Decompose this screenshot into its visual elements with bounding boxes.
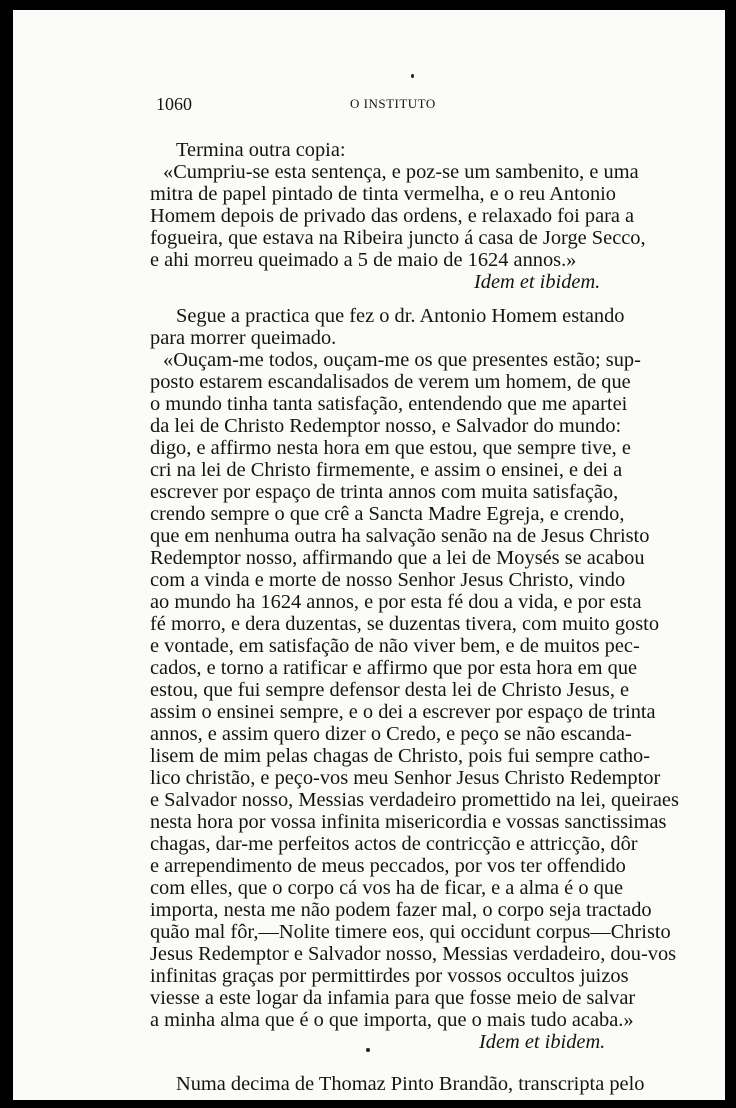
text-line: assim o ensinei sempre, e o dei a escrever por espaço de trinta — [150, 701, 656, 723]
text-line: a minha alma que é o que importa, que o mais tudo acaba.» — [150, 1009, 634, 1031]
text-line: Jesus Redemptor e Salvador nosso, Messias verdadeiro, dou-vos — [150, 943, 677, 965]
text-line: chagas, dar-me perfeitos actos de contricção e attricção, dôr — [150, 833, 638, 855]
citation: Idem et ibidem. — [479, 1031, 606, 1053]
text-line: ao mundo ha 1624 annos, e por esta fé dou a vida, e por esta — [150, 591, 642, 613]
text-line: viesse a este logar da infamia para que fosse meio de salvar — [150, 987, 636, 1009]
text-line: lisem de mim pelas chagas de Christo, pois fui sempre catho- — [150, 745, 651, 767]
text-line: lico christão, e peço-vos meu Senhor Jesus Christo Redemptor — [150, 767, 661, 789]
text-line: e ahi morreu queimado a 5 de maio de 1624 annos.» — [150, 249, 577, 271]
text-line: para morrer queimado. — [150, 327, 337, 349]
text-line: estou, que fui sempre defensor desta lei de Christo Jesus, e — [150, 679, 630, 701]
text-line: que em nenhuma outra ha salvação senão na de Jesus Christo — [150, 525, 650, 547]
text-line: infinitas graças por permittirdes por vossos occultos juizos — [150, 965, 629, 987]
text-line: «Cumpriu-se esta sentença, e poz-se um sambenito, e uma — [163, 161, 639, 183]
ink-speck — [411, 74, 414, 78]
text-line: digo, e affirmo nesta hora em que estou, que sempre tive, e — [150, 437, 631, 459]
text-line: importa, nesta me não podem fazer mal, o corpo seja tractado — [150, 899, 652, 921]
text-line: annos, e assim quero dizer o Credo, e peço se não escanda- — [150, 723, 632, 745]
text-line: «Ouçam-me todos, ouçam-me os que presentes estão; sup- — [163, 349, 641, 371]
running-title: O INSTITUTO — [350, 96, 436, 111]
text-line: e Salvador nosso, Messias verdadeiro promettido na lei, queiraes — [150, 789, 679, 811]
text-line: cados, e torno a ratificar e affirmo que por esta hora em que — [150, 657, 638, 679]
text-line: Segue a practica que fez o dr. Antonio Homem estando — [176, 305, 625, 327]
text-line: Homem depois de privado das ordens, e relaxado foi para a — [150, 205, 635, 227]
text-line: com elles, que o corpo cá vos ha de ficar, e a alma é o que — [150, 877, 624, 899]
text-line: com a vinda e morte de nosso Senhor Jesus Christo, vindo — [150, 569, 626, 591]
text-line: e vontade, em satisfação de não viver bem, e de muitos pec- — [150, 635, 640, 657]
text-line: cri na lei de Christo firmemente, e assim o ensinei, e dei a — [150, 459, 623, 481]
text-line: da lei de Christo Redemptor nosso, e Salvador do mundo: — [150, 415, 622, 437]
text-line: e arrependimento de meus peccados, por vos ter offendido — [150, 855, 626, 877]
ink-speck — [366, 1048, 370, 1052]
text-line: fogueira, que estava na Ribeira juncto á casa de Jorge Secco, — [150, 227, 646, 249]
book-page — [13, 10, 725, 1100]
text-line: mitra de papel pintado de tinta vermelha, e o reu Antonio — [150, 183, 617, 205]
citation: Idem et ibidem. — [474, 271, 601, 293]
text-line: quão mal fôr,—Nolite timere eos, qui occidunt corpus—Christo — [150, 921, 671, 943]
text-line: nesta hora por vossa infinita misericordia e vossas sanctissimas — [150, 811, 667, 833]
text-line: crendo sempre o que crê a Sancta Madre Egreja, e crendo, — [150, 503, 625, 525]
text-line: o mundo tinha tanta satisfação, entendendo que me apartei — [150, 393, 628, 415]
text-line: escrever por espaço de trinta annos com muita satisfação, — [150, 481, 619, 503]
page-number: 1060 — [156, 94, 192, 114]
text-line: posto estarem escandalisados de verem um homem, de que — [150, 371, 631, 393]
text-line: Termina outra copia: — [176, 139, 346, 161]
text-line: Numa decima de Thomaz Pinto Brandão, transcripta pelo — [176, 1073, 645, 1095]
text-line: Redemptor nosso, affirmando que a lei de Moysés se acabou — [150, 547, 645, 569]
text-line: fé morro, e dera duzentas, se duzentas tivera, com muito gosto — [150, 613, 660, 635]
